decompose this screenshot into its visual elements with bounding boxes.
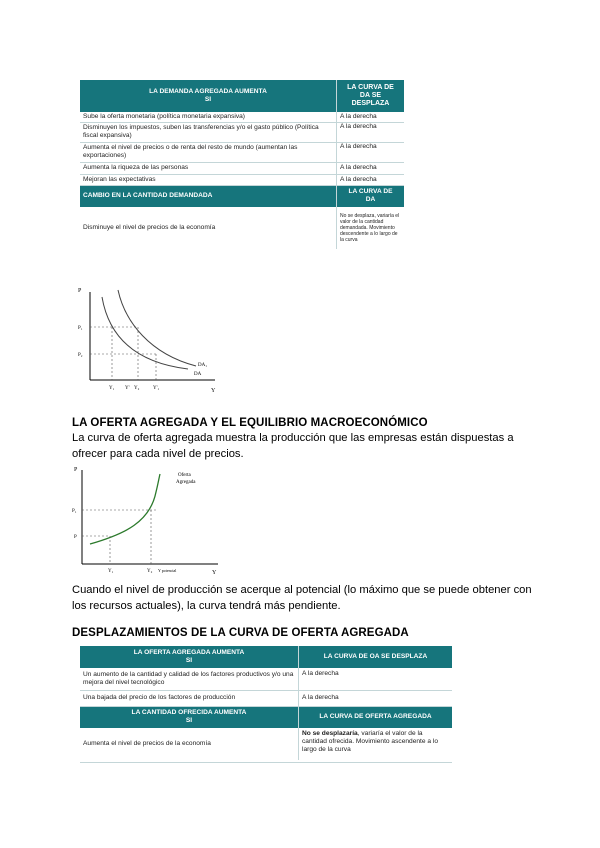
ypotencial-label: Y potencial	[158, 568, 177, 573]
y1-label: Y₁	[108, 569, 114, 574]
table1-row-effect: A la derecha	[337, 142, 405, 162]
table1-row-effect: A la derecha	[337, 112, 405, 122]
p-label: P	[74, 535, 77, 540]
aggregate-supply-table	[80, 646, 452, 760]
table2-row-effect: A la derecha	[299, 668, 453, 690]
table2-header-right: LA CURVA DE OA SE DESPLAZA	[299, 646, 453, 668]
y2-label: Y₂	[147, 569, 153, 574]
yprime-label: Y'	[125, 386, 130, 391]
da1-curve	[118, 290, 196, 366]
table1-row-cause: Disminuyen los impuestos, suben las transferencias y/o el gasto público (Política fiscal expansiva)	[80, 122, 337, 142]
table2-header2-left: LA CANTIDAD OFRECIDA AUMENTA SI	[80, 706, 299, 728]
y2-label: Y₂	[134, 386, 140, 391]
p1-label: P₁	[78, 326, 83, 331]
table1-row-effect: A la derecha	[337, 162, 405, 174]
supply-slope-text: Cuando el nivel de producción se acerque al potencial (lo máximo que se puede obtener con los recursos actuales), la curva tendrá más pendiente.	[72, 584, 532, 612]
y-axis-label: P	[78, 288, 82, 294]
table1-last-cause: Disminuye el nivel de precios de la economía	[83, 224, 216, 231]
oferta-agregada-label-1: Oferta	[178, 473, 191, 478]
table1-row-cause: Mejoran las expectativas	[80, 174, 337, 185]
table2-bottom-border	[80, 762, 452, 763]
da-label: DA	[194, 372, 202, 377]
da1-label: DA₁	[198, 363, 207, 368]
p2-label: P₂	[78, 353, 83, 358]
table1-header2-left: CAMBIO EN LA CANTIDAD DEMANDADA	[80, 185, 337, 207]
supply-shift-heading: DESPLAZAMIENTOS DE LA CURVA DE OFERTA AGREGADA	[72, 627, 409, 639]
table2-header-left: LA OFERTA AGREGADA AUMENTA SI	[80, 646, 299, 668]
table1-row-cause: Aumenta el nivel de precios o de renta del resto de mundo (aumentan las exportaciones)	[80, 142, 337, 162]
aggregate-supply-graph	[70, 462, 230, 580]
supply-curve	[90, 474, 160, 544]
x-axis-label: Y	[211, 388, 216, 394]
table2-row-cause: Una bajada del precio de los factores de producción	[80, 690, 299, 706]
y1prime-label: Y'₁	[153, 386, 160, 391]
table1-header-left: LA DEMANDA AGREGADA AUMENTA SI	[80, 80, 337, 112]
table1-header-right: LA CURVA DE DA SE DESPLAZA	[337, 80, 405, 112]
y1-label: Y₁	[109, 386, 115, 391]
demand-shift-graph	[70, 282, 230, 400]
aggregate-demand-table	[80, 80, 404, 249]
table1-row-cause: Sube la oferta monetaria (política monetaria expansiva)	[80, 112, 337, 122]
table2-row-effect: A la derecha	[299, 690, 453, 706]
aggregate-supply-heading: LA OFERTA AGREGADA Y EL EQUILIBRIO MACROECONÓMICO	[72, 417, 428, 429]
table2-last-effect	[299, 728, 453, 760]
oferta-agregada-label-2: Agregada	[176, 480, 196, 485]
table1-last-effect: No se desplaza, variaría el valor de la cantidad demandada. Movimiento descendente a lo largo de la curva	[337, 207, 405, 249]
table1-row-effect: A la derecha	[337, 174, 405, 185]
y-axis-label: P	[74, 467, 78, 473]
table1-row-effect: A la derecha	[337, 122, 405, 142]
table1-header2-right: LA CURVA DE DA	[337, 185, 405, 207]
table2-row-cause: Un aumento de la cantidad y calidad de los factores productivos y/o una mejora del nivel tecnológico	[80, 668, 299, 690]
x-axis-label: Y	[212, 570, 217, 576]
aggregate-supply-text: La curva de oferta agregada muestra la producción que las empresas están dispuestas a ofrecer para cada nivel de precios.	[72, 432, 514, 460]
table2-header2-right: LA CURVA DE OFERTA AGREGADA	[299, 706, 453, 728]
table2-last-effect-rest: , variaría el valor de la cantidad ofrecida. Movimiento ascendente a lo largo de la curva	[302, 730, 438, 753]
table2-last-cause: Aumenta el nivel de precios de la economía	[83, 740, 211, 747]
table1-row-cause: Aumenta la riqueza de las personas	[80, 162, 337, 174]
table2-last-effect-bold: No se desplazaría	[302, 730, 358, 737]
p1-label: P₁	[72, 509, 77, 514]
